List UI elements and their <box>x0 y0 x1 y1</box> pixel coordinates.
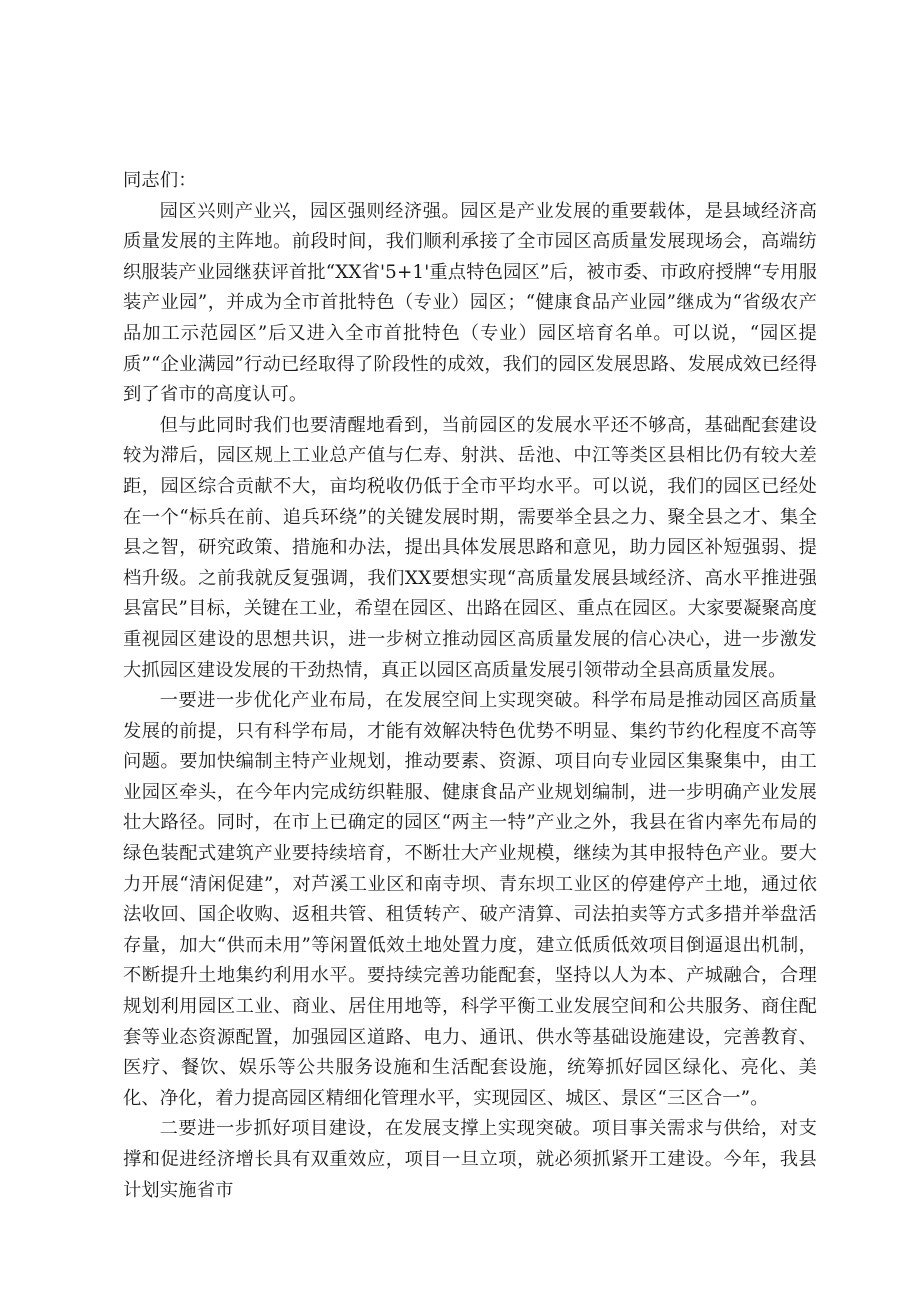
paragraph-industry-layout: 一要进一步优化产业布局，在发展空间上实现突破。科学布局是推动园区高质量发展的前提，只有科学布局，才能有效解决特色优势不明显、集约节约化程度不高等问题。要加快编制主特产业规划，推动要素、资源、项目向专业园区集聚集中，由工业园区牵头，在今年内完成纺织鞋服、健康食品产业规划编制，进一步明确产业发展壮大路径。同时，在市上已确定的园区“两主一特”产业之外，我县在省内率先布局的绿色装配式建筑产业要持续培育，不断壮大产业规模，继续为其申报特色产业。要大力开展“清闲促建”，对芦溪工业区和南寺坝、青东坝工业区的停建停产土地，通过依法收回、国企收购、返租共管、租赁转产、破产清算、司法拍卖等方式多措并举盘活存量，加大“供而未用”等闲置低效土地处置力度，建立低质低效项目倒逼退出机制，不断提升土地集约利用水平。要持续完善功能配套，坚持以人为本、产城融合，合理规划利用园区工业、商业、居住用地等，科学平衡工业发展空间和公共服务、商住配套等业态资源配置，加强园区道路、电力、通讯、供水等基础设施建设，完善教育、医疗、餐饮、娱乐等公共服务设施和生活配套设施，统筹抓好园区绿化、亮化、美化、净化，着力提高园区精细化管理水平，实现园区、城区、景区“三区合一”。 <box>123 690 817 1109</box>
paragraph-park-achievements: 园区兴则产业兴，园区强则经济强。园区是产业发展的重要载体，是县域经济高质量发展的主阵地。前段时间，我们顺利承接了全市园区高质量发展现场会，高端纺织服装产业园继获评首批“XX省'5+1'重点特色园区”后，被市委、市政府授牌“专用服装产业园”，并成为全市首批特色（专业）园区；“健康食品产业园”继成为“省级农产品加工示范园区”后又进入全市首批特色（专业）园区培育名单。可以说，“园区提质”“企业满园”行动已经取得了阶段性的成效，我们的园区发展思路、发展成效已经得到了省市的高度认可。 <box>123 200 817 406</box>
salutation: 同志们： <box>123 170 197 191</box>
paragraph-current-gaps: 但与此同时我们也要清醒地看到，当前园区的发展水平还不够高，基础配套建设较为滞后，园区规上工业总产值与仁寿、射洪、岳池、中江等类区县相比仍有较大差距，园区综合贡献不大，亩均税收仍低于全市平均水平。可以说，我们的园区已经处在一个“标兵在前、追兵环绕”的关键发展时期，需要举全县之力、聚全县之才、集全县之智，研究政策、措施和办法，提出具体发展思路和意见，助力园区补短强弱、提档升级。之前我就反复强调，我们XX要想实现“高质量发展县域经济、高水平推进强县富民”目标，关键在工业，希望在园区、出路在园区、重点在园区。大家要凝聚高度重视园区建设的思想共识，进一步树立推动园区高质量发展的信心决心，进一步激发大抓园区建设发展的干劲热情，真正以园区高质量发展引领带动全县高质量发展。 <box>123 414 817 681</box>
document-body <box>123 166 817 1206</box>
paragraph-project-construction: 二要进一步抓好项目建设，在发展支撑上实现突破。项目事关需求与供给，对支撑和促进经济增长具有双重效应，项目一旦立项，就必须抓紧开工建设。今年，我县计划实施省市 <box>123 1118 817 1201</box>
